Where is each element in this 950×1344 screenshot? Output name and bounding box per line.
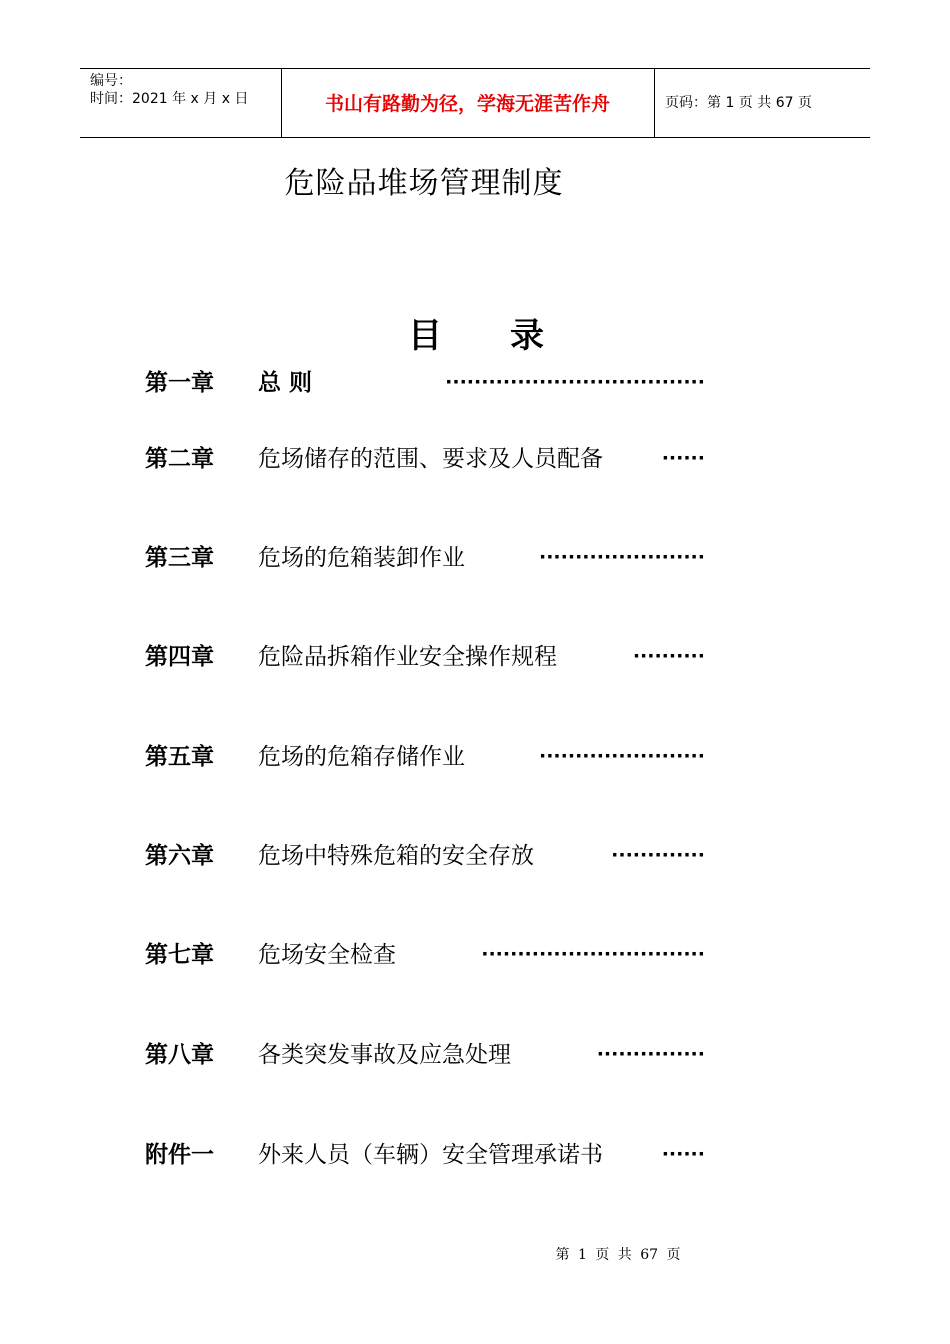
footer-total-prefix: 共 (617, 1247, 632, 1263)
toc-chapter-label: 第五章 (145, 744, 214, 770)
document-title: 危险品堆场管理制度 (284, 166, 564, 201)
toc-leader-dots: ·········· (632, 645, 705, 667)
header-motto: 书山有路勤为径，学海无涯苦作舟 (324, 93, 610, 115)
header-motto-cell (281, 69, 655, 137)
footer-suffix: 页 (666, 1247, 681, 1263)
header-page-cell (655, 69, 870, 137)
toc-entry-title: 危场的危箱装卸作业 (258, 545, 465, 571)
toc-leader-dots: ············· (611, 844, 705, 866)
toc-chapter-label: 附件一 (145, 1142, 214, 1168)
toc-entry[interactable] (145, 1139, 705, 1171)
footer-total-pages: 67 (640, 1247, 659, 1263)
footer-page-number: 1 (577, 1247, 587, 1263)
toc-chapter-label: 第六章 (145, 843, 214, 869)
toc-chapter-label: 第七章 (145, 942, 214, 968)
toc-heading-char-2: 录 (510, 316, 544, 356)
toc-leader-dots: ······························· (481, 943, 705, 965)
document-time-label: 时间：2021 年 x 月 x 日 (90, 91, 249, 107)
toc-entry-title: 各类突发事故及应急处理 (258, 1042, 511, 1068)
toc-entry[interactable] (145, 367, 705, 399)
toc-entry[interactable] (145, 1039, 705, 1071)
header-meta-cell (80, 69, 282, 137)
page-footer (0, 1246, 950, 1264)
document-number-label: 编号： (90, 73, 132, 89)
header-page-info: 页码：第 1 页 共 67 页 (665, 95, 812, 111)
toc-entry-title: 外来人员（车辆）安全管理承诺书 (258, 1142, 603, 1168)
footer-prefix: 第 (555, 1247, 570, 1263)
toc-heading-char-1: 目 (408, 316, 442, 356)
footer-page-word: 页 (595, 1247, 610, 1263)
toc-entry-title: 危场中特殊危箱的安全存放 (258, 843, 534, 869)
toc-chapter-label: 第四章 (145, 644, 214, 670)
toc-entry-title: 危场储存的范围、要求及人员配备 (258, 446, 603, 472)
toc-leader-dots: ······················· (538, 546, 705, 568)
toc-entry[interactable] (145, 443, 705, 475)
toc-leader-dots: ······················· (538, 745, 705, 767)
toc-heading (408, 316, 544, 356)
toc-leader-dots: ···································· (445, 371, 705, 393)
toc-leader-dots: ··············· (596, 1043, 705, 1065)
toc-entry[interactable] (145, 840, 705, 872)
toc-entry-title: 危场安全检查 (258, 942, 396, 968)
toc-entry[interactable] (145, 741, 705, 773)
toc-entry[interactable] (145, 939, 705, 971)
toc-entry-title: 危场的危箱存储作业 (258, 744, 465, 770)
toc-chapter-label: 第八章 (145, 1042, 214, 1068)
toc-entry-title: 总 则 (258, 370, 313, 396)
toc-leader-dots: ······ (661, 447, 705, 469)
toc-entry[interactable] (145, 542, 705, 574)
page-header (80, 68, 870, 138)
toc-chapter-label: 第三章 (145, 545, 214, 571)
toc-chapter-label: 第二章 (145, 446, 214, 472)
toc-chapter-label: 第一章 (145, 370, 214, 396)
toc-entry-title: 危险品拆箱作业安全操作规程 (258, 644, 557, 670)
toc-leader-dots: ······ (661, 1143, 705, 1165)
toc-entry[interactable] (145, 641, 705, 673)
